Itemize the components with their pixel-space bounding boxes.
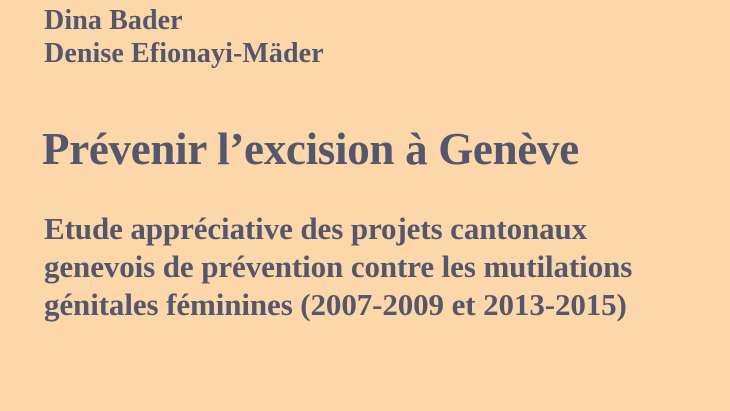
subtitle-line-3: génitales féminines (2007-2009 et 2013-2015) [44, 287, 627, 322]
author-name-2: Denise Efionayi-Mäder [44, 38, 324, 69]
page-title: Prévenir l’excision à Genève [42, 124, 579, 174]
authors-block [44, 4, 324, 70]
subtitle-line-1: Etude appréciative des projets cantonaux [44, 211, 588, 246]
subtitle-block [44, 210, 632, 324]
subtitle-line-2: genevois de prévention contre les mutilations [44, 249, 633, 284]
author-name-1: Dina Bader [44, 5, 183, 36]
